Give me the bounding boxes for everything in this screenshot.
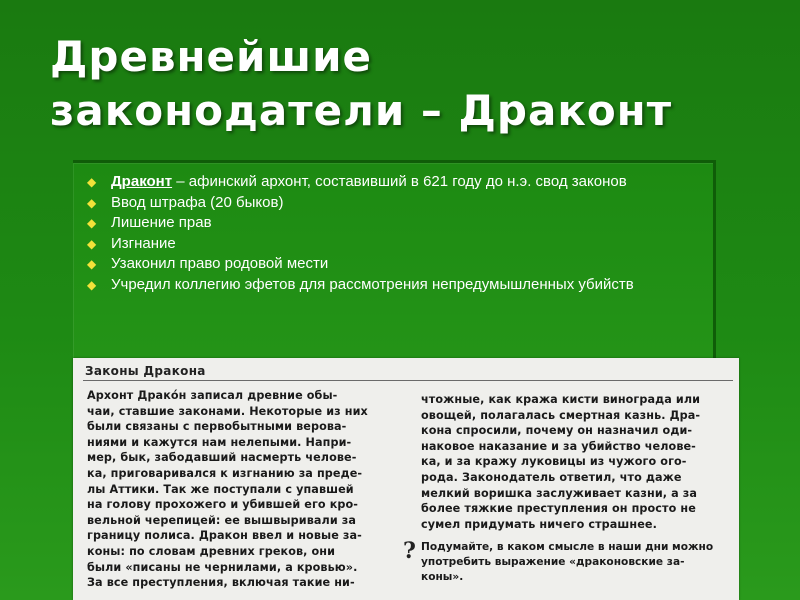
scan-line: границу полиса. Дракон ввел и новые за- — [87, 529, 362, 543]
diamond-bullet-icon: ◆ — [87, 216, 97, 230]
scan-line: За все преступления, включая такие ни- — [87, 576, 355, 590]
scan-line: лы Аттики. Так же поступали с упавшей — [87, 482, 354, 496]
scan-line: наковое наказание и за убийство челове- — [421, 439, 696, 453]
diamond-bullet-icon: ◆ — [87, 257, 97, 271]
scan-left-column — [87, 388, 405, 591]
scan-line: чтожные, как кража кисти винограда или — [421, 393, 701, 406]
heading-rule — [83, 380, 733, 381]
scan-task — [421, 540, 733, 585]
bullet-item-1 — [83, 172, 763, 193]
bullet-item-6 — [83, 275, 763, 296]
bullet-text: – афинский архонт, составивший в 621 году до н.э. свод законов — [172, 173, 627, 190]
bullet-text: Ввод штрафа (20 быков) — [111, 193, 284, 211]
scan-line: на голову прохожего и убившей его кро- — [87, 498, 359, 512]
slide-title — [50, 30, 770, 138]
bullet-item-5 — [83, 254, 763, 275]
diamond-bullet-icon: ◆ — [87, 195, 97, 210]
keyword-drakont: Драконт — [111, 173, 173, 190]
bullet-text: Лишение прав — [111, 214, 212, 231]
scan-line: сумел придумать ничего страшнее. — [421, 517, 657, 531]
bullet-item-3 — [83, 213, 763, 234]
bullet-item-2 — [83, 193, 763, 214]
scan-line: Архонт Дракóн записал древние обы- — [87, 389, 338, 402]
scan-line: ка, и за кражу луковицы из чужого ого- — [421, 455, 687, 469]
scan-heading: Законы Дракона — [85, 364, 206, 378]
bullet-text: Изгнание — [111, 234, 176, 252]
slide-title-line-2: законодатели – Драконт — [50, 86, 673, 135]
task-line: коны». — [421, 571, 464, 583]
bullet-text: Учредил коллегию эфетов для рассмотрения непредумышленных убийств — [111, 275, 634, 293]
scan-line: коны: по словам древних греков, они — [87, 544, 336, 558]
scan-line: овощей, полагалась смертная казнь. Дра- — [421, 408, 701, 422]
scan-line: кона спросили, почему он назначил оди- — [421, 424, 693, 438]
slide-title-line-1: Древнейшие — [50, 32, 372, 81]
bullet-list — [83, 172, 763, 295]
task-line: Подумайте, в каком смысле в наши дни можно — [421, 541, 714, 553]
diamond-bullet-icon: ◆ — [87, 236, 97, 251]
scan-line: были «писаны не чернилами, а кровью». — [87, 560, 358, 574]
scan-line: мелкий воришка заслуживает казни, а за — [421, 486, 698, 500]
scan-line: ка, приговаривался к изгнанию за преде- — [87, 466, 363, 480]
scan-line: более тяжкие преступления он просто не — [421, 502, 696, 516]
scan-line: рода. Законодатель ответил, что даже — [421, 470, 682, 484]
scan-line: были связаны с первобытными верова- — [87, 420, 347, 434]
task-line: употребить выражение «драконовские за- — [421, 556, 685, 568]
scan-line: вельной черепицей: ее вышвыривали за — [87, 513, 357, 527]
diamond-bullet-icon: ◆ — [87, 175, 97, 189]
scan-line: ниями и кажутся нам нелепыми. Напри- — [87, 435, 352, 449]
textbook-scan — [73, 358, 739, 600]
question-mark-icon: ? — [403, 538, 416, 564]
scan-right-column — [421, 392, 733, 532]
diamond-bullet-icon: ◆ — [87, 277, 97, 292]
bullet-item-4 — [83, 234, 763, 255]
scan-line: мер, бык, забодавший насмерть челове- — [87, 451, 357, 465]
scan-line: чаи, ставшие законами. Некоторые из них — [87, 404, 368, 418]
bullet-text: Узаконил право родовой мести — [111, 255, 329, 272]
